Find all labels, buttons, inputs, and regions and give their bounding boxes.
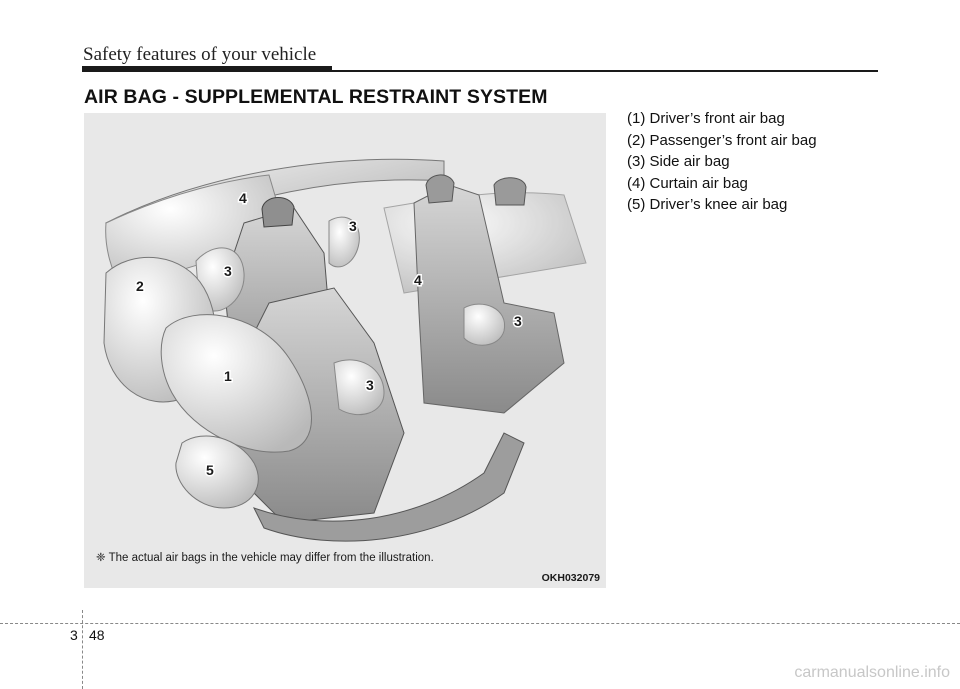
airbag-legend — [627, 108, 817, 216]
callout-passenger-front: 2 — [136, 278, 144, 294]
running-header: Safety features of your vehicle — [83, 44, 317, 65]
rear-headrest-2 — [494, 178, 526, 205]
footer-rule-vertical — [82, 610, 83, 689]
callout-side-4: 3 — [366, 377, 374, 393]
callout-driver-front: 1 — [224, 368, 232, 384]
airbag-illustration — [84, 113, 606, 588]
legend-item: (5) Driver’s knee air bag — [627, 196, 788, 213]
header-rule — [82, 70, 878, 72]
legend-item: (4) Curtain air bag — [627, 174, 748, 192]
page-number: 48 — [89, 627, 105, 643]
figure-disclaimer: ❈ The actual air bags in the vehicle may differ from the illustration. — [96, 552, 434, 564]
legend-item: (2) Passenger’s front air bag — [627, 131, 817, 149]
watermark: carmanualsonline.info — [794, 664, 950, 681]
callout-driver-knee: 5 — [206, 462, 214, 478]
figure-code: OKH032079 — [541, 572, 600, 584]
front-headrest — [262, 197, 294, 227]
callout-curtain-2: 4 — [414, 272, 422, 288]
footer-rule — [0, 623, 960, 624]
chapter-number: 3 — [70, 627, 78, 643]
legend-item: (3) Side air bag — [627, 153, 730, 170]
rear-headrest — [426, 175, 454, 203]
callout-side-2: 3 — [224, 263, 232, 279]
callout-side-1: 3 — [349, 218, 357, 234]
section-title: AIR BAG - SUPPLEMENTAL RESTRAINT SYSTEM — [84, 86, 548, 108]
airbag-diagram — [84, 113, 606, 588]
legend-item: (1) Driver’s front air bag — [627, 110, 785, 127]
callout-curtain-1: 4 — [239, 190, 247, 206]
callout-side-3: 3 — [514, 313, 522, 329]
